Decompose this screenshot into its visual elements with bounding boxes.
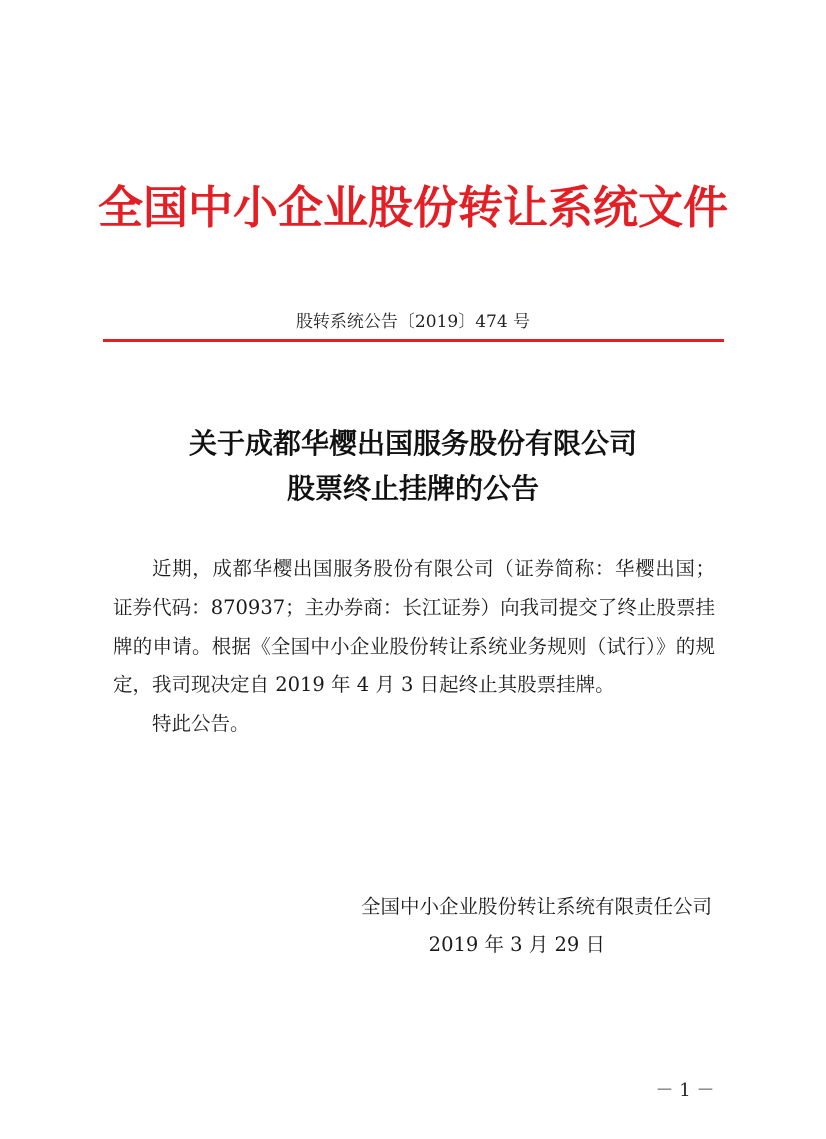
issuing-organization: 全国中小企业股份转让系统有限责任公司 [360,895,712,918]
page-number: － 1 － [655,1080,715,1101]
signature-block [300,888,712,964]
announcement-title [0,421,826,511]
red-divider [103,339,724,342]
title-line-1: 关于成都华樱出国服务股份有限公司 [188,427,637,460]
announcement-body [113,550,715,744]
body-paragraph-2: 特此公告。 [152,712,250,736]
body-paragraph-1: 近期，成都华樱出国服务股份有限公司（证券简称：华樱出国；证券代码：870937；主办券商：长江证券）向我司提交了终止股票挂牌的申请。根据《全国中小企业股份转让系统业务规则（试行）》的规定，我司现决定自 2019 年 4 月 3 日起终止其股票挂牌。 [113,557,715,697]
title-line-2: 股票终止挂牌的公告 [286,472,539,505]
masthead-title: 全国中小企业股份转让系统文件 [97,181,728,234]
document-number: 股转系统公告〔2019〕474 号 [295,312,531,332]
issue-date: 2019 年 3 月 29 日 [428,933,605,956]
